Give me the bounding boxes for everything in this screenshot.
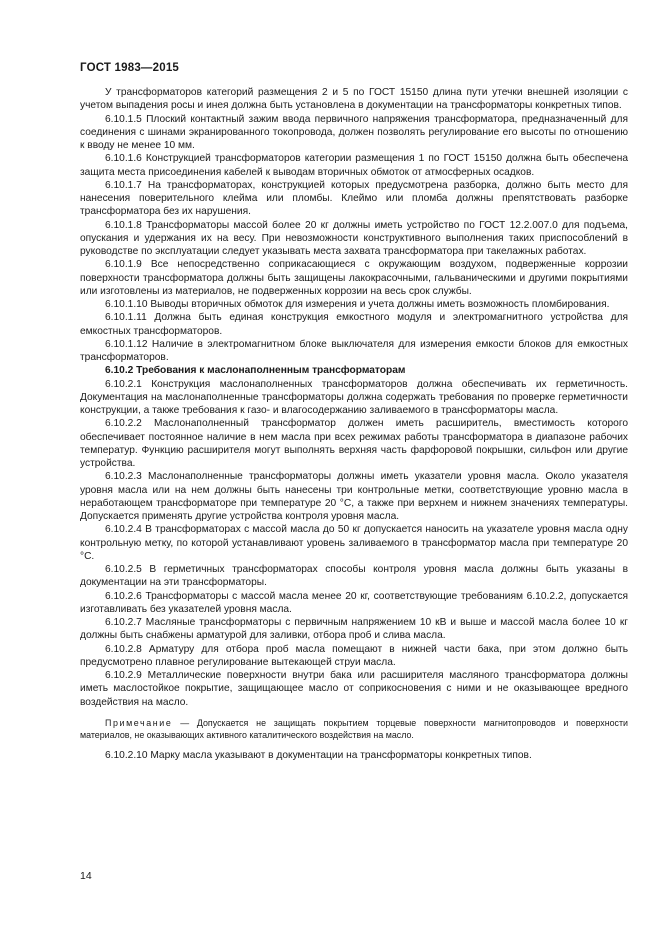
paragraph-6-10-1-8: 6.10.1.8 Трансформаторы массой более 20 кг должны иметь устройство по ГОСТ 12.2.007.0 для подъема, опускания и удержания их на весу. При невозможности конструктивного выполнения таких приспособлений в руководстве по эксплуатации следует указывать места захвата трансформатора при такелажных работах. xyxy=(80,219,628,257)
note xyxy=(80,717,628,741)
paragraph-6-10-2-8: 6.10.2.8 Арматуру для отбора проб масла помещают в нижней части бака, при этом должно быть предусмотрено плавное регулирование вытекающей струи масла. xyxy=(80,643,628,668)
paragraph-6-10-1-6: 6.10.1.6 Конструкцией трансформаторов категории размещения 1 по ГОСТ 15150 должна быть обеспечена защита места присоединения кабелей к выводам вторичных обмоток от атмосферных осадков. xyxy=(80,153,628,178)
page-number: 14 xyxy=(80,870,92,882)
paragraph-6-10-2-5: 6.10.2.5 В герметичных трансформаторах способы контроля уровня масла должны быть указаны в документации на эти трансформаторы. xyxy=(80,564,628,589)
paragraph-6-10-1-11: 6.10.1.11 Должна быть единая конструкция емкостного модуля и электромагнитного устройства для емкостных трансформаторов. xyxy=(80,312,628,337)
document-body xyxy=(80,86,628,762)
note-text: Допускается не защищать покрытием торцевые поверхности магнитопроводов и поверхности материалов, не оказывающих активного каталитического воздействия на масло. xyxy=(80,717,629,740)
paragraph-6-10-2-6: 6.10.2.6 Трансформаторы с массой масла менее 20 кг, соответствующие требованиям 6.10.2.2, допускается изготавливать без указателей уровня масла. xyxy=(80,590,628,615)
note-label: Примечание xyxy=(105,717,173,728)
paragraph-6-10-1-9: 6.10.1.9 Все непосредственно соприкасающиеся с окружающим воздухом, подверженные коррозии поверхности трансформатора должны быть защищены лакокрасочными, гальваническими и другими покрытиями или изготовлены из материалов, не подверженных коррозии на весь срок службы. xyxy=(80,259,628,297)
paragraph-6-10-2-1: 6.10.2.1 Конструкция маслонаполненных трансформаторов должна обеспечивать их герметичность. Документация на маслонаполненные трансформаторы должна содержать требования по проверке герметичности конструкции, а также требования к газо- и влагосодержанию заливаемого в трансформаторы масла. xyxy=(80,378,628,416)
note-dash: — xyxy=(180,717,190,728)
paragraph-6-10-1-5: 6.10.1.5 Плоский контактный зажим ввода первичного напряжения трансформатора, предназначенный для соединения с шинами экранированного токопровода, должен позволять регулирование его высоты по отношению к вводу не менее 10 мм. xyxy=(80,113,628,151)
paragraph-6-10-2-2: 6.10.2.2 Маслонаполненный трансформатор должен иметь расширитель, вместимость которого обеспечивает постоянное наличие в нем масла при всех режимах работы трансформатора в диапазоне рабочих температур. Функцию расширителя могут выполнять верхняя часть фарфоровой покрышки, сильфон или другие устройства. xyxy=(80,418,628,469)
paragraph-6-10-2-10: 6.10.2.10 Марку масла указывают в документации на трансформаторы конкретных типов. xyxy=(105,750,532,762)
paragraph-6-10-1-12: 6.10.1.12 Наличие в электромагнитном блоке выключателя для измерения емкости блоков для емкостных трансформаторов. xyxy=(80,338,628,363)
section-heading-6-10-2: 6.10.2 Требования к маслонаполненным трансформаторам xyxy=(105,365,406,377)
paragraph-intro: У трансформаторов категорий размещения 2 и 5 по ГОСТ 15150 длина пути утечки внешней изоляции с учетом выпадения росы и инея должна быть установлена в документации на трансформаторы конкретных типов. xyxy=(80,87,628,112)
paragraph-6-10-2-4: 6.10.2.4 В трансформаторах с массой масла до 50 кг допускается наносить на указателе уровня масла одну контрольную метку, по которой устанавливают уровень заливаемого в трансформатор масла при температуре 20 °С. xyxy=(80,524,628,562)
paragraph-6-10-1-7: 6.10.1.7 На трансформаторах, конструкцией которых предусмотрена разборка, должно быть место для нанесения поверительного клейма или пломбы. Клеймо или пломба должны препятствовать разборке трансформатора без их нарушения. xyxy=(80,179,628,218)
paragraph-6-10-2-3: 6.10.2.3 Маслонаполненные трансформаторы должны иметь указатели уровня масла. Около указателя уровня масла или на нем должны быть нанесены три контрольные метки, соответствующие уровню масла в неработающем трансформаторе при температуре 20 °С, а также при верхнем и нижнем значениях температуры. Допускается применять другие устройства контроля уровня масла. xyxy=(80,471,628,522)
paragraph-6-10-1-10: 6.10.1.10 Выводы вторичных обмоток для измерения и учета должны иметь возможность пломбирования. xyxy=(105,299,610,310)
paragraph-6-10-2-7: 6.10.2.7 Масляные трансформаторы с первичным напряжением 10 кВ и выше и массой масла более 10 кг должны быть снабжены арматурой для заливки, отбора проб и слива масла. xyxy=(80,617,628,642)
document-header: ГОСТ 1983—2015 xyxy=(80,62,180,74)
paragraph-6-10-2-9: 6.10.2.9 Металлические поверхности внутри бака или расширителя масляного трансформатора должны иметь маслостойкое покрытие, защищающее масло от соприкосновения с ними и не оказывающее вредного воздействия на масло. xyxy=(80,670,628,708)
